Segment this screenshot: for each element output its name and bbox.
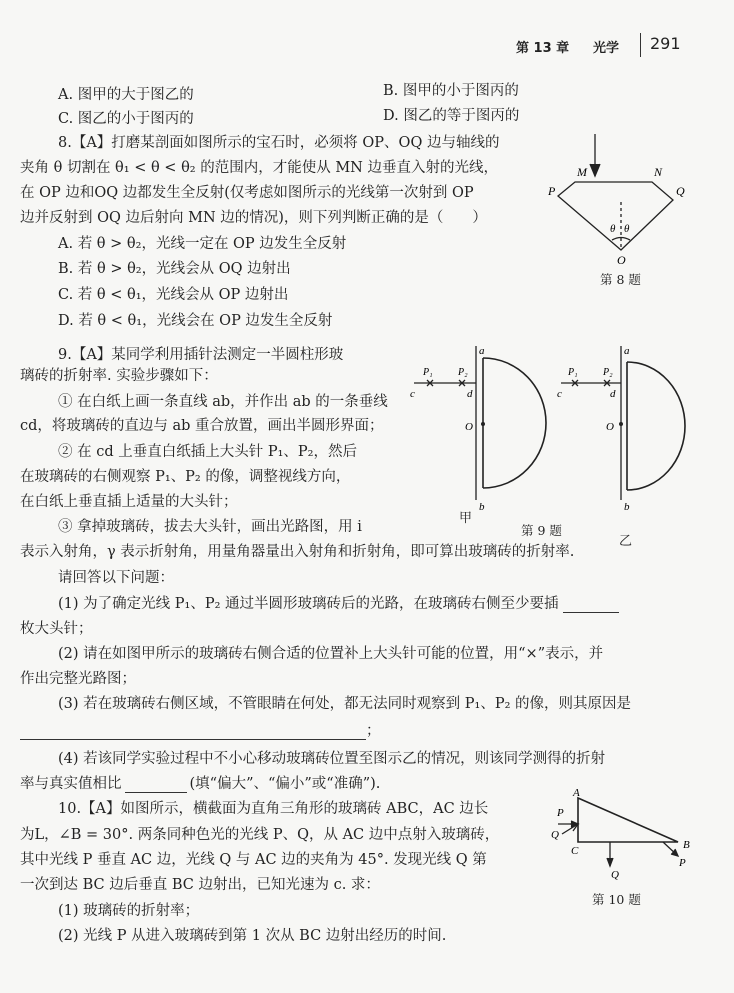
caption-q10: 第 10 题 xyxy=(592,892,641,907)
q8-line: 8.【A】打磨某剖面如图所示的宝石时，必须将 OP、OQ 边与轴线的 xyxy=(58,135,500,151)
q10-line: 一次到达 BC 边后垂直 BC 边射出，已知光速为 c. 求： xyxy=(20,877,380,893)
q10-line: 10.【A】如图所示，横截面为直角三角形的玻璃砖 ABC，AC 边长 xyxy=(58,801,489,817)
q9-sub1 xyxy=(58,595,619,613)
q8-line: 边并反射到 OQ 边后射向 MN 边的情况)，则下列判断正确的是（ ） xyxy=(20,210,487,226)
label-B: B xyxy=(683,839,690,851)
figure-10 xyxy=(551,787,703,885)
glass-arc xyxy=(483,358,546,488)
label-P2: P₂ xyxy=(458,367,468,378)
label-O: O xyxy=(617,253,626,267)
glass-arc xyxy=(627,362,685,490)
arrow-icon xyxy=(607,858,613,866)
label-N: N xyxy=(654,165,663,179)
label-P1: P₁ xyxy=(423,367,433,378)
label-c: c xyxy=(557,388,562,400)
label-P2: P₂ xyxy=(603,367,613,378)
answer-blank-3[interactable] xyxy=(20,725,366,740)
label-Q-out: Q xyxy=(611,869,619,881)
subject-label: 光学 xyxy=(593,41,620,56)
figure-9-yi xyxy=(555,340,695,518)
label-P: P xyxy=(548,184,556,198)
label-d: d xyxy=(610,388,616,400)
q9-sub3: (3) 若在玻璃砖右侧区域，不管眼睛在何处，都无法同时观察到 P₁、P₂ 的像，则其原因是 xyxy=(58,696,632,712)
label-theta-right: θ xyxy=(624,223,630,235)
q9-sub4: (4) 若该同学实验过程中不小心移动玻璃砖位置至图示乙的情况，则该同学测得的折射 xyxy=(58,751,606,767)
q9-line: ② 在 cd 上垂直白纸插上大头针 P₁、P₂，然后 xyxy=(58,444,357,460)
page-number: 291 xyxy=(650,34,681,53)
answer-blank-1[interactable] xyxy=(563,598,619,613)
label-P1: P₁ xyxy=(568,367,578,378)
label-a: a xyxy=(479,345,485,357)
q9-sub3-cont xyxy=(20,722,381,740)
prev-option-d: D. 图乙的等于图丙的 xyxy=(383,108,520,124)
q9-sub4-post: (填“偏大”、“偏小”或“准确”). xyxy=(189,776,381,792)
q8-option-c: C. 若 θ < θ₁，光线会从 OP 边射出 xyxy=(58,287,289,303)
center-point xyxy=(481,422,485,426)
label-O: O xyxy=(606,421,614,433)
q9-line: ① 在白纸上画一条直线 ab，并作出 ab 的一条垂线 xyxy=(58,394,388,410)
q9-line: 璃砖的折射率. 实验步骤如下： xyxy=(20,368,218,384)
q9-line: 在玻璃砖的右侧观察 P₁、P₂ 的像，调整视线方向， xyxy=(20,469,351,485)
label-b: b xyxy=(479,501,485,513)
q8-option-a: A. 若 θ > θ₂，光线一定在 OP 边发生全反射 xyxy=(58,236,347,252)
q9-sub2: (2) 请在如图甲所示的玻璃砖右侧合适的位置补上大头针可能的位置，用“×”表示，并 xyxy=(58,646,604,662)
q8-option-b: B. 若 θ > θ₂，光线会从 OQ 边射出 xyxy=(58,261,291,277)
answer-blank-4[interactable] xyxy=(125,778,187,793)
prev-option-a: A. 图甲的大于图乙的 xyxy=(58,87,194,103)
label-Q: Q xyxy=(676,184,685,198)
q10-sub1: (1) 玻璃砖的折射率； xyxy=(58,903,200,919)
q9-line: 9.【A】某同学利用插针法测定一半圆柱形玻 xyxy=(58,347,344,363)
q8-line: 在 OP 边和OQ 边都发生全反射(仅考虑如图所示的光线第一次射到 OP xyxy=(20,185,474,201)
label-P-in: P xyxy=(557,807,564,819)
q9-sub4-pre: 率与真实值相比 xyxy=(20,776,122,792)
q10-line: 为L，∠B = 30°. 两条同种色光的光线 P、Q，从 AC 边中点射入玻璃砖， xyxy=(20,827,500,843)
triangle-abc xyxy=(578,798,678,842)
caption-q8: 第 8 题 xyxy=(600,272,641,287)
figure-9-jia xyxy=(408,340,548,518)
q9-sub1-cont: 枚大头针； xyxy=(20,621,93,637)
q8-line: 夹角 θ 切割在 θ₁ < θ < θ₂ 的范围内，才能使从 MN 边垂直入射的光线， xyxy=(20,160,498,176)
prev-option-b: B. 图甲的小于图丙的 xyxy=(383,83,519,99)
q9-line: ③ 拿掉玻璃砖，拔去大头针，画出光路图，用 i xyxy=(58,519,362,535)
label-theta-left: θ xyxy=(610,223,616,235)
q9-sub4-cont xyxy=(20,775,380,793)
label-c: c xyxy=(410,388,415,400)
q9-line: 在白纸上垂直插上适量的大头针； xyxy=(20,494,238,510)
label-M: M xyxy=(577,165,587,179)
q9-line: cd，将玻璃砖的直边与 ab 重合放置，画出半圆形界面； xyxy=(20,418,384,434)
fig-yi-label: 乙 xyxy=(619,534,633,549)
prev-option-c: C. 图乙的小于图丙的 xyxy=(58,111,194,127)
q9-sub2-cont: 作出完整光路图； xyxy=(20,671,136,687)
center-point xyxy=(619,422,623,426)
q9-sub3-end: ； xyxy=(366,723,381,739)
q9-line: 表示入射角，γ 表示折射角，用量角器量出入射角和折射角，即可算出玻璃砖的折射率. xyxy=(20,544,575,560)
q8-option-d: D. 若 θ < θ₁，光线会在 OP 边发生全反射 xyxy=(58,313,333,329)
q10-sub2: (2) 光线 P 从进入玻璃砖到第 1 次从 BC 边射出经历的时间. xyxy=(58,928,447,944)
q10-line: 其中光线 P 垂直 AC 边，光线 Q 与 AC 边的夹角为 45°. 发现光线 Q 第 xyxy=(20,852,487,868)
arrow-icon xyxy=(590,164,600,176)
label-C: C xyxy=(571,845,579,857)
label-d: d xyxy=(467,388,473,400)
label-a: a xyxy=(624,345,630,357)
label-O: O xyxy=(465,421,473,433)
ray-q-in xyxy=(562,824,578,834)
q9-sub1-text: (1) 为了确定光线 P₁、P₂ 通过半圆形玻璃砖后的光路，在玻璃砖右侧至少要插 xyxy=(58,596,559,612)
header-divider xyxy=(640,33,641,57)
label-b: b xyxy=(624,501,630,513)
caption-q9: 第 9 题 xyxy=(521,523,562,538)
fig-jia-label: 甲 xyxy=(459,511,473,526)
label-A: A xyxy=(573,787,580,799)
chapter-label: 第 13 章 xyxy=(516,41,570,56)
q9-line: 请回答以下问题： xyxy=(58,570,174,586)
gem-outline xyxy=(558,182,673,250)
label-P-out: P xyxy=(679,857,686,869)
label-Q-in: Q xyxy=(551,829,559,841)
